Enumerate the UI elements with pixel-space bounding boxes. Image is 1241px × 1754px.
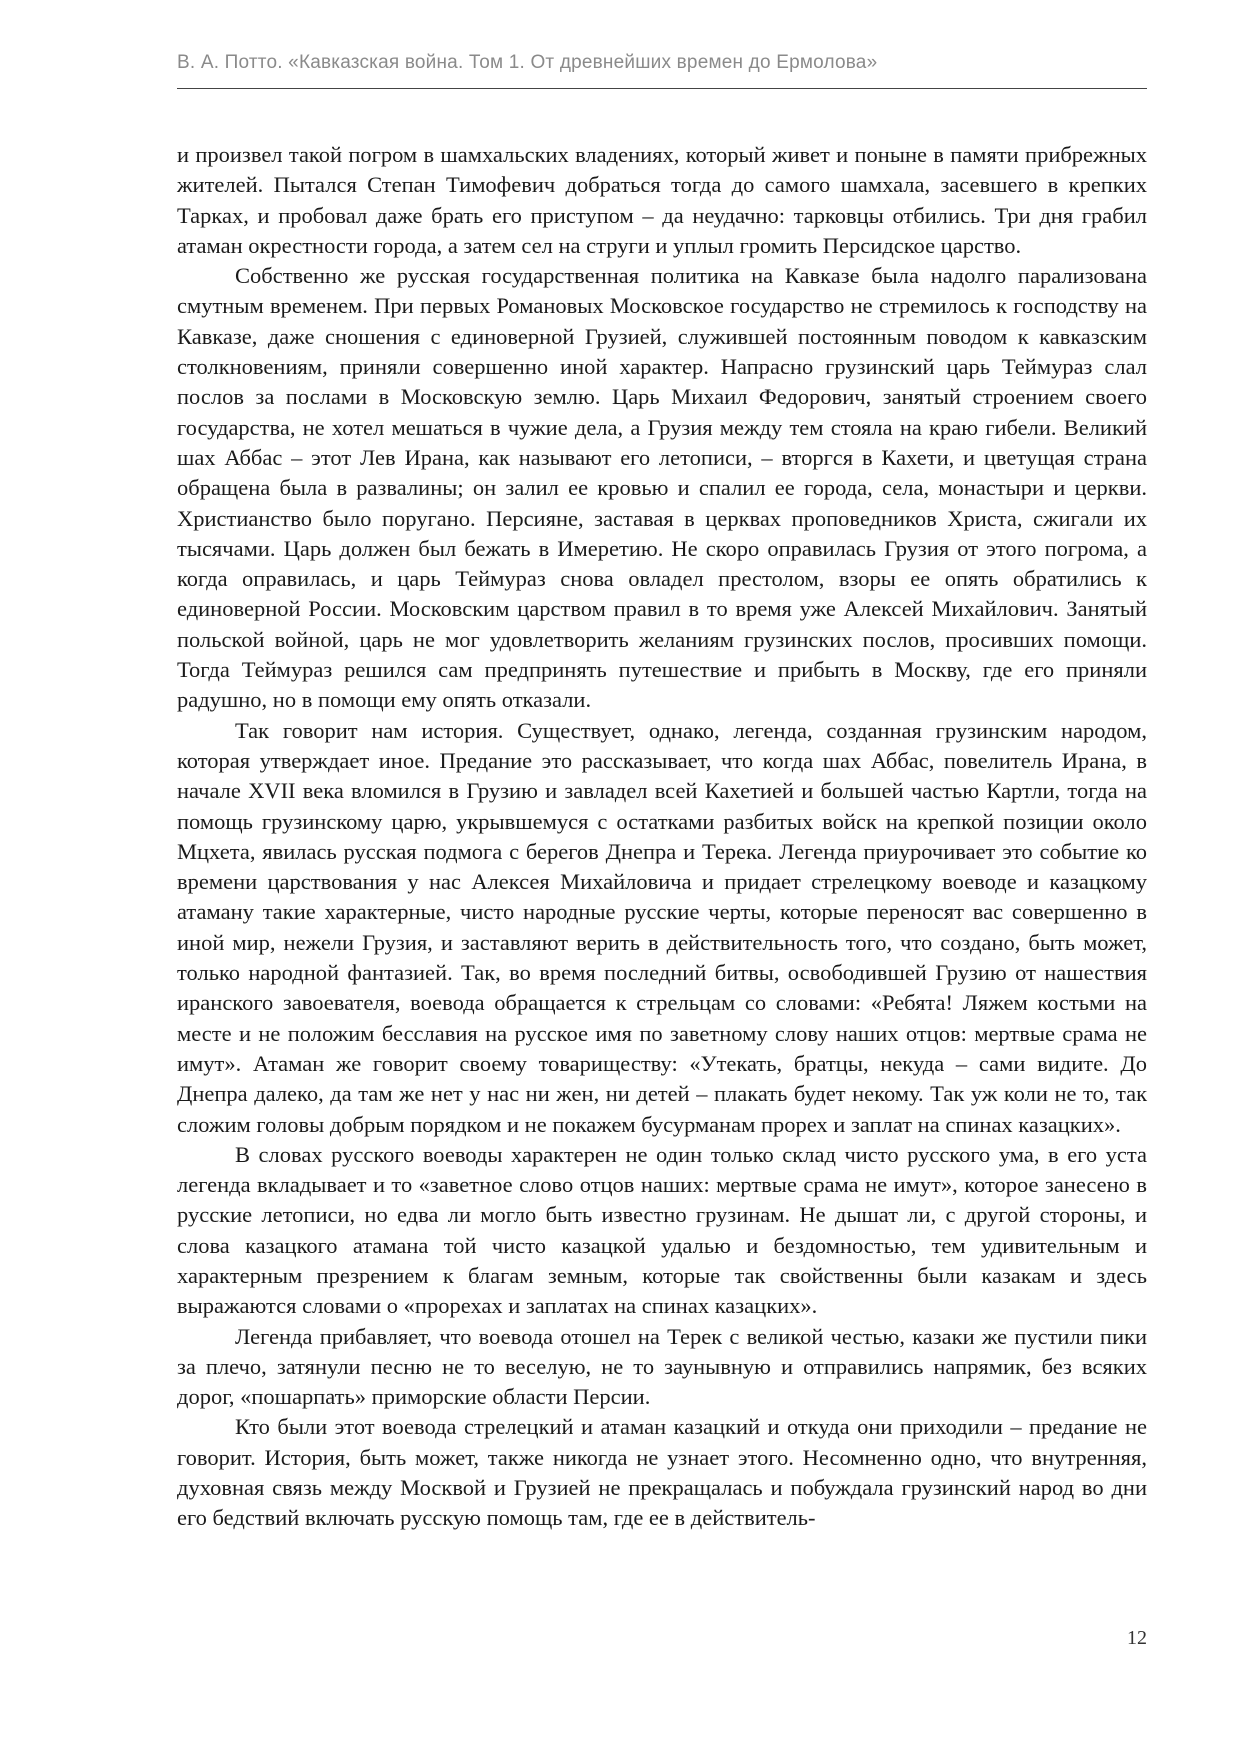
paragraph-4: В словах русского воеводы характерен не один только склад чисто русского ума, в его уста легенда вкладывает и то «заветное слово отцов наших: мертвые срама не имут», которое занесено в русские летописи, но едва ли могло быть известно грузинам. Не дышат ли, с другой стороны, и слова казацкого атамана той чисто казацкой удалью и бездомностью, тем удивительным и характерным презрением к благам земным, которые так свойственны были казакам и здесь выражаются словами о «прорехах и заплатах на спинах казацких». bbox=[177, 1141, 1147, 1319]
paragraph-2: Собственно же русская государственная политика на Кавказе была надолго парализована смутным временем. При первых Романовых Московское государство не стремилось к господству на Кавказе, даже сношения с единоверной Грузией, служившей постоянным поводом к кавказским столкновениям, приняли совершенно иной характер. Напрасно грузинский царь Теймураз слал послов за послами в Московскую землю. Царь Михаил Федорович, занятый строением своего государства, не хотел мешаться в чужие дела, а Грузия между тем стояла на краю гибели. Великий шах Аббас – этот Лев Ирана, как называют его летописи, – вторгся в Кахети, и цветущая страна обращена была в развалины; он залил ее кровью и спалил ее города, села, монастыри и церкви. Христианство было поругано. Персияне, заставая в церквах проповедников Христа, сжигали их тысячами. Царь должен был бежать в Имеретию. Не скоро оправилась Грузия от этого погрома, а когда оправилась, и царь Теймураз снова овладел престолом, взоры ее опять обратились к единоверной России. Московским царством правил в то время уже Алексей Михайлович. Занятый польской войной, царь не мог удовлетворить желаниям грузинских послов, просивших помощи. Тогда Теймураз решился сам предпринять путешествие и прибыть в Москву, где его приняли радушно, но в помощи ему опять отказали. bbox=[177, 263, 1147, 713]
paragraph-3: Так говорит нам история. Существует, однако, легенда, созданная грузинским народом, которая утверждает иное. Предание это рассказывает, что когда шах Аббас, повелитель Ирана, в начале XVII века вломился в Грузию и завладел всей Кахетией и большей частью Картли, тогда на помощь грузинскому царю, укрывшемуся с остатками разбитых войск на крепкой позиции около Мцхета, явилась русская подмога с берегов Днепра и Терека. Легенда приурочивает это событие ко времени царствования у нас Алексея Михайловича и придает стрелецкому воеводе и казацкому атаману такие характерные, чисто народные русские черты, которые переносят вас совершенно в иной мир, нежели Грузия, и заставляют верить в действительность того, что создано, быть может, только народной фантазией. Так, во время последний битвы, освободившей Грузию от нашествия иранского завоевателя, воевода обращается к стрельцам со словами: «Ребята! Ляжем костьми на месте и не положим бесславия на русское имя по заветному слову наших отцов: мертвые срама не имут». Атаман же говорит своему товариществу: «Утекать, братцы, некуда – сами видите. До Днепра далеко, да там же нет у нас ни жен, ни детей – плакать будет некому. Так уж коли не то, так сложим головы добрым порядком и не покажем бусурманам прорех и заплат на спинах казацких». bbox=[177, 717, 1147, 1137]
page-number: 12 bbox=[1127, 1627, 1147, 1649]
paragraph-6: Кто были этот воевода стрелецкий и атаман казацкий и откуда они приходили – предание не говорит. История, быть может, также никогда не узнает этого. Несомненно одно, что внутренняя, духовная связь между Москвой и Грузией не прекращалась и побуждала грузинский народ во дни его бедствий включать русскую помощь там, где ее в действитель- bbox=[177, 1414, 1147, 1531]
header-divider bbox=[177, 88, 1147, 89]
paragraph-5: Легенда прибавляет, что воевода отошел на Терек с великой честью, казаки же пустили пики за плечо, затянули песню не то веселую, не то заунывную и отправились напрямик, без всяких дорог, «пошарпать» приморские области Персии. bbox=[177, 1323, 1147, 1410]
body-text bbox=[177, 140, 1147, 1534]
paragraph-1: и произвел такой погром в шамхальских владениях, который живет и поныне в памяти прибрежных жителей. Пытался Степан Тимофевич добраться тогда до самого шамхала, засевшего в крепких Тарках, и пробовал даже брать его приступом – да неудачно: тарковцы отбились. Три дня грабил атаман окрестности города, а затем сел на струги и уплыл громить Персидское царство. bbox=[177, 142, 1147, 258]
running-header: В. А. Потто. «Кавказская война. Том 1. От древнейших времен до Ермолова» bbox=[177, 52, 878, 73]
